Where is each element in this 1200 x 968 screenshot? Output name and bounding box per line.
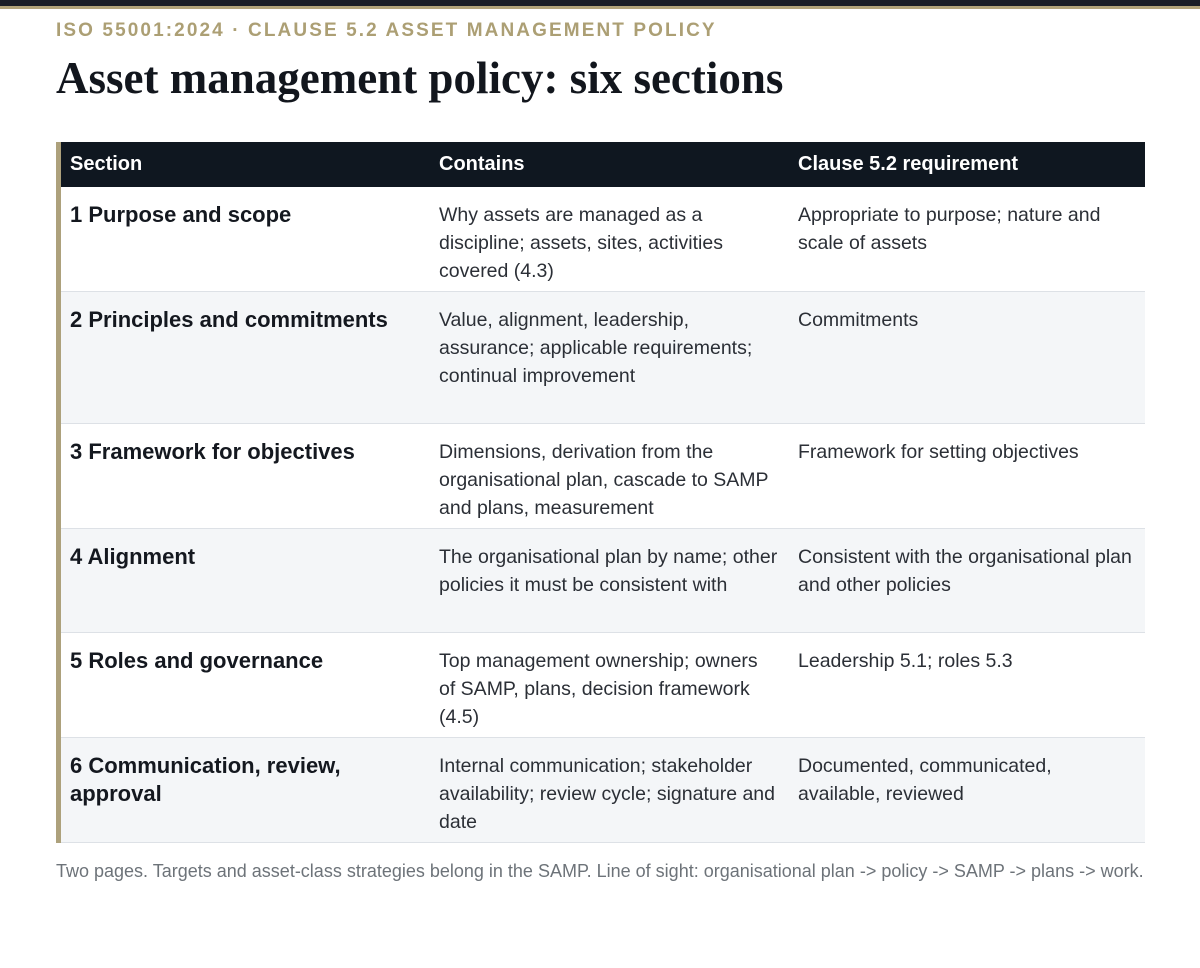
table-header [61,142,1145,187]
section-cell: 5 Roles and governance [61,633,430,738]
table-row [61,633,1145,738]
table-row [61,529,1145,633]
contains-cell: Value, alignment, leadership, assurance; applicable requirements; continual improvement [430,292,789,424]
contains-cell: Top management ownership; owners of SAMP, plans, decision framework (4.5) [430,633,789,738]
requirement-cell: Consistent with the organisational plan and other policies [789,529,1145,633]
eyebrow-label: ISO 55001:2024 · CLAUSE 5.2 ASSET MANAGEMENT POLICY [56,20,717,41]
section-cell: 4 Alignment [61,529,430,633]
requirement-cell: Commitments [789,292,1145,424]
table-row [61,292,1145,424]
table-row [61,187,1145,292]
contains-cell: Why assets are managed as a discipline; assets, sites, activities covered (4.3) [430,187,789,292]
policy-sections-table-wrapper [56,142,1145,843]
requirement-cell: Leadership 5.1; roles 5.3 [789,633,1145,738]
section-cell: 3 Framework for objectives [61,424,430,529]
contains-cell: The organisational plan by name; other policies it must be consistent with [430,529,789,633]
section-cell: 1 Purpose and scope [61,187,430,292]
column-header-section: Section [61,142,430,187]
footnote: Two pages. Targets and asset-class strategies belong in the SAMP. Line of sight: organisational plan -> policy -> SAMP -> plans -> work. [56,861,1144,881]
table-row [61,424,1145,529]
requirement-cell: Framework for setting objectives [789,424,1145,529]
contains-cell: Dimensions, derivation from the organisational plan, cascade to SAMP and plans, measurement [430,424,789,529]
section-cell: 2 Principles and commitments [61,292,430,424]
table-header-row [61,142,1145,187]
requirement-cell: Documented, communicated, available, reviewed [789,738,1145,843]
table-body [61,187,1145,843]
column-header-contains: Contains [430,142,789,187]
section-cell: 6 Communication, review, approval [61,738,430,843]
table-row [61,738,1145,843]
top-accent-rule [0,6,1200,9]
requirement-cell: Appropriate to purpose; nature and scale of assets [789,187,1145,292]
policy-sections-table [61,142,1145,843]
page-title: Asset management policy: six sections [56,53,784,103]
contains-cell: Internal communication; stakeholder availability; review cycle; signature and date [430,738,789,843]
column-header-requirement: Clause 5.2 requirement [789,142,1145,187]
